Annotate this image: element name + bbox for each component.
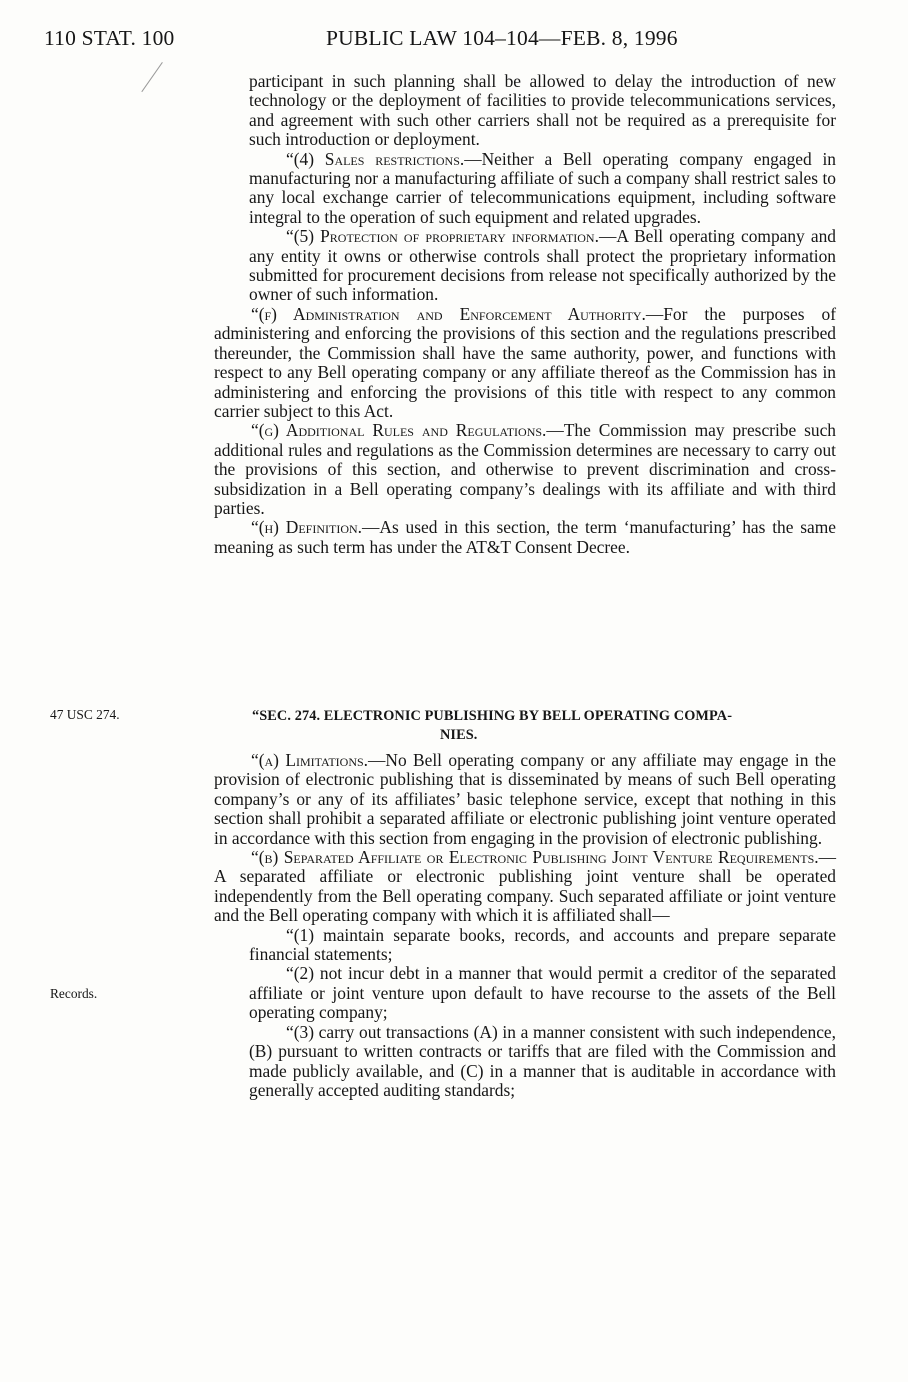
clause-no-debt: “(2) not incur debt in a manner that would permit a creditor of the separated affiliate or joint venture upon default to have recourse to the assets of the Bell operating company;	[249, 963, 836, 1023]
text-administration-enforcement: —For the purposes of administering and enforcing the provisions of this section and the regulations prescribed thereunder, the Commission shall have the same authority, power, and functions with respect to any Bell operating company or any affiliate thereof as the Commission has in administering and enforcing the provisions of this title with respect to any common carrier subject to this Act.	[214, 303, 836, 421]
text-limitations: —No Bell operating company or any affiliate may engage in the provision of electronic publishing that is disseminated by means of such Bell operating company’s or any of its affiliates’ basic telephone service, except that nothing in this section shall prohibit a separated affiliate or electronic publishing joint venture operated in accordance with this section from engaging in the provision of electronic publishing.	[214, 750, 836, 848]
paragraph-separated-affiliate	[214, 848, 836, 926]
body-text-upper	[214, 72, 836, 557]
heading-limitations: “(a) Limitations.	[251, 750, 369, 770]
margin-note-records: Records.	[50, 986, 98, 1001]
heading-administration-enforcement: “(f) Administration and Enforcement Authority.	[251, 303, 646, 324]
law-title: PUBLIC LAW 104–104—FEB. 8, 1996	[326, 26, 678, 50]
section-274-heading-block	[214, 707, 836, 745]
body-text-lower	[214, 751, 836, 1100]
running-head	[44, 26, 868, 56]
clause-separate-books: “(1) maintain separate books, records, and accounts and prepare separate financial statements;	[249, 924, 836, 965]
text-proprietary-information: —A Bell operating company and any entity it owns or otherwise controls shall protect the proprietary information submitted for procurement decisions from release not specifically authorized by the owner of such information.	[249, 226, 836, 305]
text-additional-rules: —The Commission may prescribe such additional rules and regulations as the Commission determines are necessary to carry out the provisions of this section, and otherwise to prevent discrimination and cross-subsidization in a Bell operating company’s dealings with its affiliate and with third parties.	[214, 420, 836, 518]
heading-definition: “(h) Definition.	[251, 517, 363, 538]
paragraph-sales-restrictions	[214, 150, 836, 228]
paragraph-definition	[214, 518, 836, 557]
text-separated-affiliate: —A separated affiliate or electronic publishing joint venture shall be operated independently from the Bell operating company. Such separated affiliate or joint venture and the Bell operating company with which it is affiliated shall—	[214, 847, 836, 926]
section-heading-line-1: “SEC. 274. ELECTRONIC PUBLISHING BY BELL OPERATING COMPA-	[252, 708, 733, 724]
paragraph-additional-rules	[214, 421, 836, 518]
section-heading-line-2: NIES.	[440, 727, 478, 743]
heading-additional-rules: “(g) Additional Rules and Regulations.	[251, 420, 547, 441]
clause-transactions: “(3) carry out transactions (A) in a manner consistent with such independence, (B) pursuant to written contracts or tariffs that are filed with the Commission and made publicly available, and (C) in a manner that is auditable in accordance with generally accepted auditing standards;	[249, 1021, 836, 1100]
text-definition: —As used in this section, the term ‘manufacturing’ has the same meaning as such term has under the AT&T Consent Decree.	[214, 517, 836, 557]
paragraph-planning-continued: participant in such planning shall be allowed to delay the introduction of new technology or the deployment of facilities to provide telecommunications services, and agreement with such other carriers shall not be required as a prerequisite for such introduction or deployment.	[249, 71, 836, 150]
text-sales-restrictions: —Neither a Bell operating company engaged in manufacturing nor a manufacturing affiliate of such a company shall restrict sales to any local exchange carrier of telecommunications equipment, including software integral to the operation of such equipment and related upgrades.	[249, 148, 836, 227]
heading-proprietary-information: “(5) Protection of proprietary information.	[286, 226, 599, 247]
page-citation: 110 STAT. 100	[44, 26, 175, 50]
paragraph-proprietary-information	[214, 227, 836, 305]
paragraph-limitations	[214, 751, 836, 848]
scan-mark	[141, 62, 162, 92]
section-274-heading	[214, 707, 836, 745]
paragraph-administration-enforcement	[214, 305, 836, 421]
margin-note-usc: 47 USC 274.	[50, 707, 120, 722]
heading-sales-restrictions: “(4) Sales restrictions.	[286, 148, 465, 169]
heading-separated-affiliate: “(b) Separated Affiliate or Electronic Publishing Joint Venture Requirements.	[251, 847, 819, 868]
